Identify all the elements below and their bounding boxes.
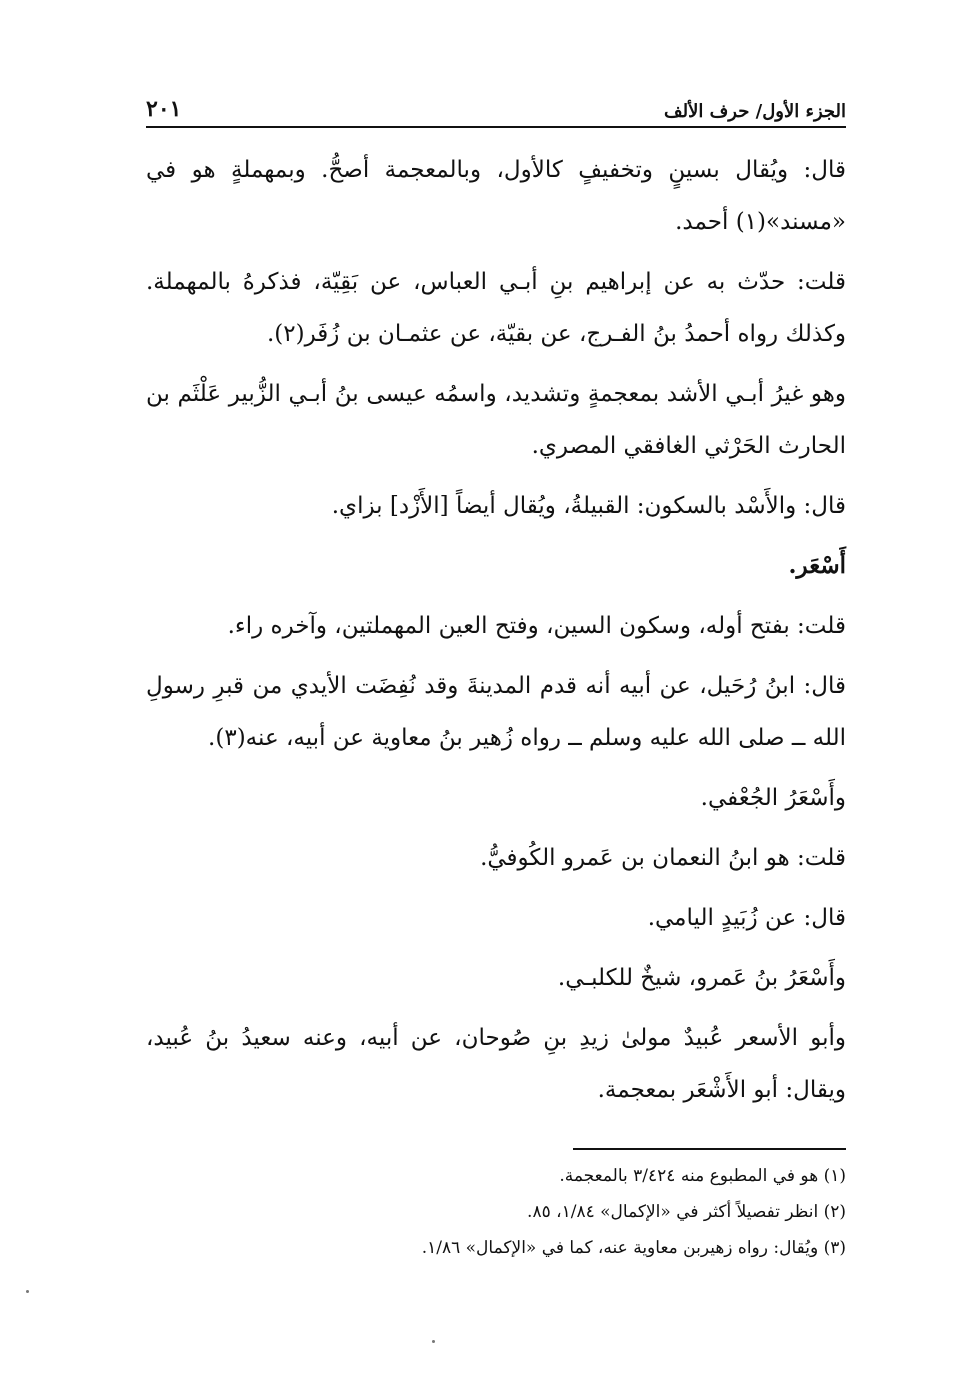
page-header (146, 86, 846, 128)
paragraph: قلت: حدّث به عن إبراهيم بنِ أبـي العباس، عن بَقِيّة، فذكرهُ بالمهملة. وكذلك رواه أحمدُ بنُ الفـرج، عن بقيّة، عن عثمـان بن زُفَر(٢). (146, 269, 846, 347)
footnotes (146, 1158, 846, 1266)
paragraph: وهو غيرُ أبـي الأشد بمعجمةٍ وتشديد، واسمُه عيسى بنُ أبـي الزُّبير عَلْثَم بن الحارث الحَرْثي الغافقي المصري. (146, 381, 846, 459)
page-number: ٢٠١ (146, 96, 182, 122)
paragraph: وأَسْعَرُ الجُعْفي. (700, 785, 846, 811)
paragraph: قال: ويُقال بسينٍ وتخفيفٍ كالأول، وبالمعجمة أصحُّ. وبمهملةٍ هو في «مسند»(١) أحمد. (146, 157, 846, 235)
scan-speck (26, 1290, 29, 1293)
paragraph: وأَسْعَرُ بنُ عَمرو، شيخٌ للكلبـي. (557, 965, 846, 991)
paragraph: قلت: هو ابنُ النعمان بن عَمرو الكُوفيُّ. (480, 845, 846, 871)
paragraph: قال: عن زُبَيدٍ اليامي. (647, 905, 846, 931)
running-title: الجزء الأول/ حرف الألف (663, 101, 846, 122)
paragraph: قال: ابنُ رُحَيل، عن أبيه أنه قدم المدينةَ وقد نُفِضَت الأيدي من قبرِ رسولِ الله ــ صلى الله عليه وسلم ــ رواه زُهير بنُ معاوية عن أبيه، عنه(٣). (146, 673, 846, 751)
footnote: (١) هو في المطبوع منه ٣/٤٢٤ بالمعجمة. (559, 1166, 846, 1186)
footnote-separator (573, 1148, 846, 1150)
main-text (146, 144, 846, 1124)
paragraph: قلت: بفتح أوله، وسكون السين، وفتح العين المهملتين، وآخره راء. (227, 613, 846, 639)
paragraph: قال: والأَسْد بالسكون: القبيلةُ، ويُقال أيضاً [الأَزْد] بزاي. (331, 493, 846, 519)
paragraph: وأبو الأسعر عُبيدٌ مولىٰ زيدِ بنِ صُوحان، عن أبيه، وعنه سعيدُ بنُ عُبيد، ويقال: أبو الأَشْعَر بمعجمة. (146, 1025, 846, 1103)
footnote: (٣) ويُقال: رواه زهيربن معاوية عنه، كما في «الإكمال» ١/٨٦. (421, 1238, 846, 1258)
footnote: (٢) انظر تفصيلاً أكثر في «الإكمال» ١/٨٤، ٨٥. (527, 1202, 846, 1222)
scan-speck (432, 1340, 435, 1343)
entry-heading: أَسْعَر. (788, 552, 846, 579)
